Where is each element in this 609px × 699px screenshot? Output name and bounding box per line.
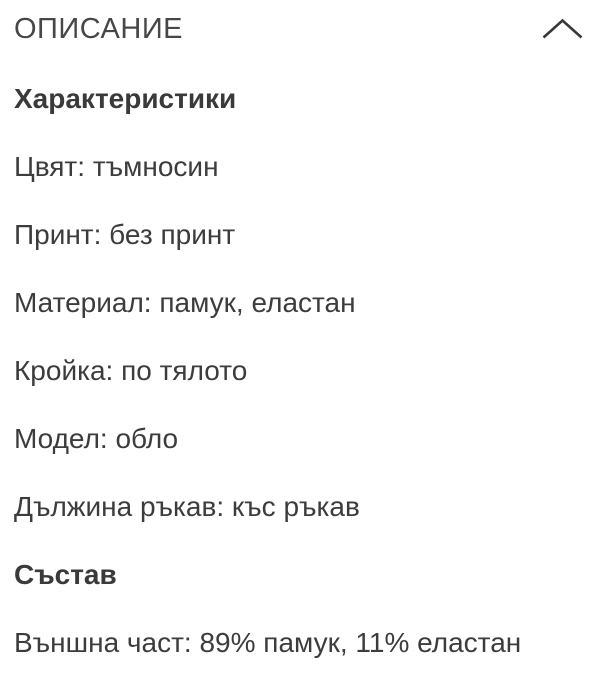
attribute-line-model: Модел: обло	[14, 423, 179, 454]
composition-line-outer: Външна част: 89% памук, 11% еластан	[14, 627, 522, 658]
attribute-line-material: Материал: памук, еластан	[14, 287, 356, 318]
attribute-line-sleeve-length: Дължина ръкав: къс ръкав	[14, 491, 360, 522]
attribute-line-color: Цвят: тъмносин	[14, 151, 219, 182]
description-content	[0, 82, 609, 660]
attribute-line-fit: Кройка: по тялото	[14, 355, 248, 386]
description-accordion-header[interactable]	[0, 0, 609, 46]
description-accordion-title: ОПИСАНИЕ	[14, 13, 184, 45]
characteristics-heading: Характеристики	[14, 83, 237, 114]
chevron-up-icon[interactable]	[542, 17, 583, 41]
composition-heading: Състав	[14, 559, 117, 590]
attribute-line-print: Принт: без принт	[14, 219, 236, 250]
